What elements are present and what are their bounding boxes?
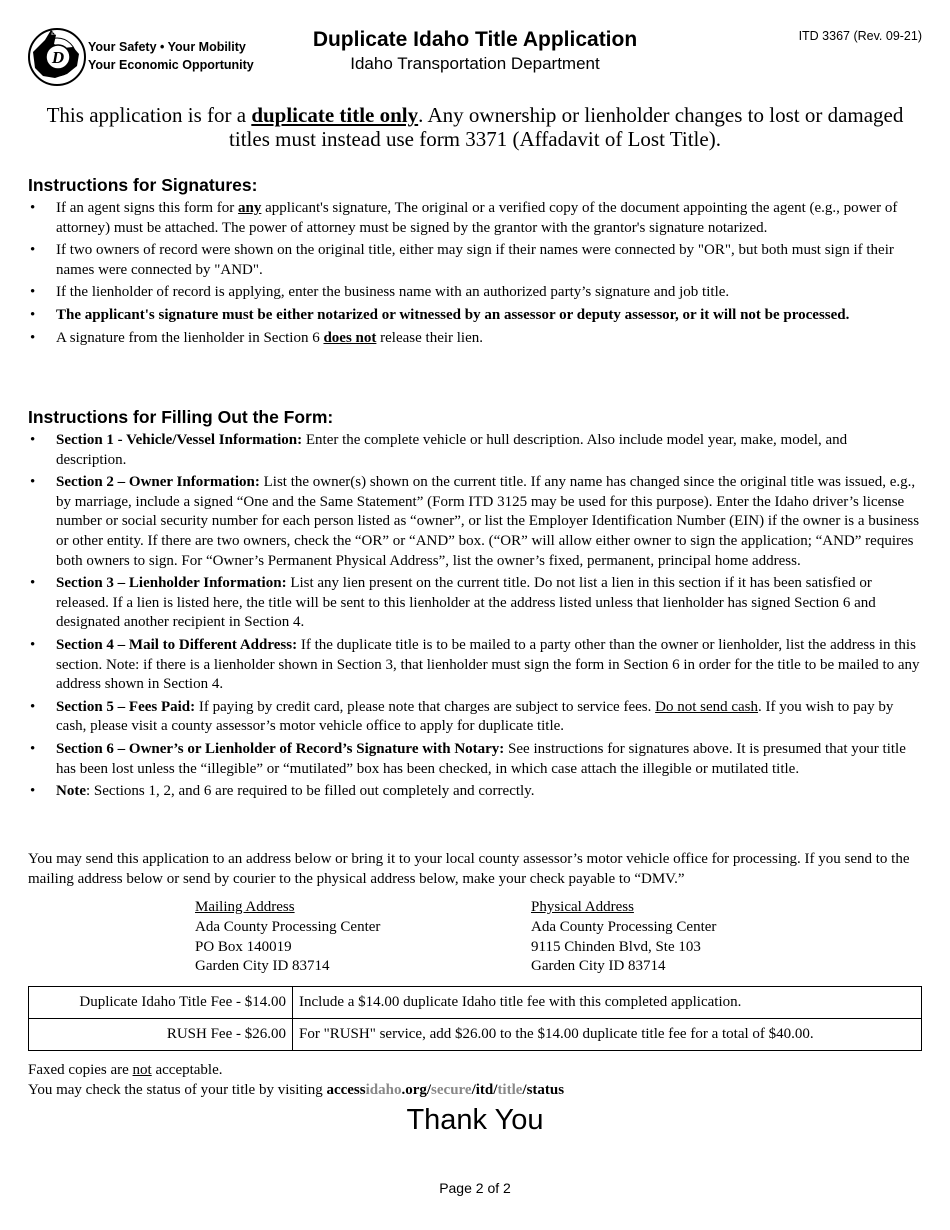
section-label: Section 5 – Fees Paid: [56, 698, 196, 715]
list-item [28, 241, 921, 280]
fee-description-cell: Include a $14.00 duplicate Idaho title fee with this completed application. [293, 987, 922, 1019]
physical-address [531, 898, 716, 977]
physical-line-3: Garden City ID 83714 [531, 958, 666, 975]
tagline-line-1: Your Safety • Your Mobility [88, 40, 246, 54]
intro-part-1: This application is for a [46, 103, 252, 127]
mailing-address [195, 898, 380, 977]
svg-text:IDAHO: IDAHO [50, 31, 64, 36]
list-item [28, 283, 921, 303]
status-text: You may check the status of your title by visiting [28, 1082, 327, 1098]
intro-part-2: . Any ownership or lienholder changes to lost or damaged titles must instead use form 3371 (Affadavit of Lost Title). [229, 103, 904, 151]
mailing-heading: Mailing Address [195, 899, 295, 915]
intro-text [26, 103, 924, 151]
section-label: Section 1 - Vehicle/Vessel Information: [56, 432, 303, 448]
item-text: Enter the complete vehicle or hull description. Also include model year, make, model, and description. [56, 432, 848, 468]
svg-text:D: D [51, 48, 65, 67]
item-text: List the owner(s) shown on the current title. If any name has changed since the original title was issued, e.g., by marriage, include a signed “One and the Same Statement” (Form ITD 3125 may be used for this purpose). Enter the Idaho driver’s license number or social security number for each person listed as “owner”, or list the Employer Identification Number (EIN) if the owner is a business or other entity. If there are two owners, check the “OR” or “AND” box. (“OR” will allow either owner to sign the application; “AND” requires both owners to sign. For “Owner’s Permanent Physical Address”, list the owner’s fixed, permanent, principal home address. [56, 474, 920, 569]
status-link[interactable] [326, 1082, 564, 1098]
section-label: Section 3 – Lienholder Information: [56, 575, 287, 592]
list-item [28, 740, 921, 779]
filling-heading: Instructions for Filling Out the Form: [28, 407, 334, 427]
list-item [28, 636, 921, 695]
item-text: If an agent signs this form for [56, 200, 239, 216]
item-emphasis: does not [323, 329, 377, 346]
form-number: ITD 3367 (Rev. 09-21) [798, 29, 922, 43]
item-text: If two owners of record were shown on the original title, either may sign if their names were connected by "OR", but both must sign if their names were connected by "AND". [56, 242, 894, 278]
mailing-line-2: PO Box 140019 [195, 938, 292, 955]
url-part: /status [522, 1082, 565, 1098]
fee-description-cell: For "RUSH" service, add $26.00 to the $14.00 duplicate title fee for a total of $40.00. [293, 1019, 922, 1051]
page-title: Duplicate Idaho Title Application [312, 28, 638, 51]
faxed-text: Faxed copies are [28, 1062, 133, 1078]
physical-line-2: 9115 Chinden Blvd, Ste 103 [531, 938, 701, 955]
list-item [28, 306, 921, 326]
url-part: access [326, 1082, 366, 1098]
list-item [28, 199, 921, 238]
list-item [28, 473, 921, 571]
list-item [28, 574, 921, 633]
section-label: Section 2 – Owner Information: [56, 474, 260, 491]
item-text-bold: The applicant's signature must be either notarized or witnessed by an assessor or deputy assessor, or it will not be processed. [56, 306, 850, 323]
faxed-text: acceptable. [151, 1062, 223, 1078]
item-text: A signature from the lienholder in Section 6 [56, 329, 324, 346]
url-part: title [497, 1082, 523, 1098]
item-text: If the lienholder of record is applying, enter the business name with an authorized party’s signature and job title. [56, 284, 730, 301]
item-text: See instructions for signatures above. It is presumed that your title has been lost unless the “illegible” or “mutilated” box has been checked, in which case attach the illegible or mutilated title. [56, 740, 906, 777]
list-item [28, 782, 921, 802]
section-label: Section 4 – Mail to Different Address: [56, 636, 298, 653]
list-item [28, 698, 921, 737]
itd-logo [27, 26, 87, 88]
item-text: release their lien. [376, 329, 484, 346]
page-number: Page 2 of 2 [439, 1180, 511, 1196]
footer-notes [28, 1060, 564, 1100]
list-item [28, 431, 921, 470]
url-part: .org/ [401, 1082, 432, 1098]
item-underline: Do not send cash [655, 698, 759, 715]
item-text: : Sections 1, 2, and 6 are required to be filled out completely and correctly. [86, 783, 535, 800]
send-instructions: You may send this application to an address below or bring it to your local county assessor’s motor vehicle office for processing. If you send to the mailing address below or send by courier to the physical address below, make your check payable to “DMV.” [28, 851, 910, 887]
item-text: List any lien present on the current title. Do not list a lien in this section if it has been satisfied or released. If a lien is listed here, the title will be sent to this lienholder at the address listed unless that lienholder has signed Section 6 and designated another recipient in Section 4. [56, 575, 876, 631]
thank-you: Thank You [406, 1104, 544, 1136]
fee-cell: Duplicate Idaho Title Fee - $14.00 [29, 987, 293, 1019]
url-part: /itd/ [471, 1082, 498, 1098]
mailing-line-1: Ada County Processing Center [195, 918, 381, 935]
table-row [29, 987, 922, 1019]
signatures-list [28, 199, 921, 351]
section-label: Section 6 – Owner’s or Lienholder of Record’s Signature with Notary: [56, 740, 505, 757]
physical-heading: Physical Address [531, 899, 634, 915]
mailing-line-3: Garden City ID 83714 [195, 958, 330, 975]
item-text: If the duplicate title is to be mailed to a party other than the owner or lienholder, list the address in this section. Note: if there is a lienholder shown in Section 3, that lienholder must sign the form in Section 6 in order for the title to be mailed to any address shown in Section 4. [56, 636, 920, 693]
page-subtitle: Idaho Transportation Department [350, 54, 600, 73]
table-row [29, 1019, 922, 1051]
item-text: If paying by credit card, please note that charges are subject to service fees. [195, 698, 656, 715]
item-emphasis: any [238, 200, 262, 216]
tagline-line-2: Your Economic Opportunity [88, 58, 254, 72]
section-label: Note [56, 783, 86, 800]
list-item [28, 329, 921, 349]
fee-cell: RUSH Fee - $26.00 [29, 1019, 293, 1051]
item-text: . If you wish to pay by cash, please visit a county assessor’s motor vehicle office to apply for duplicate title. [56, 698, 894, 735]
url-part: idaho [365, 1082, 402, 1098]
item-text: applicant's signature, The original or a verified copy of the document appointing the agent (e.g., power of attorney) must be attached. The power of attorney must be signed by the grantor with the grantor's signature notarized. [56, 200, 898, 236]
url-part: secure [431, 1082, 472, 1098]
faxed-emphasis: not [132, 1062, 152, 1078]
intro-emphasis: duplicate title only [251, 103, 419, 127]
signatures-heading: Instructions for Signatures: [28, 175, 258, 195]
fees-table [28, 986, 922, 1051]
filling-list [28, 431, 921, 805]
physical-line-1: Ada County Processing Center [531, 918, 717, 935]
